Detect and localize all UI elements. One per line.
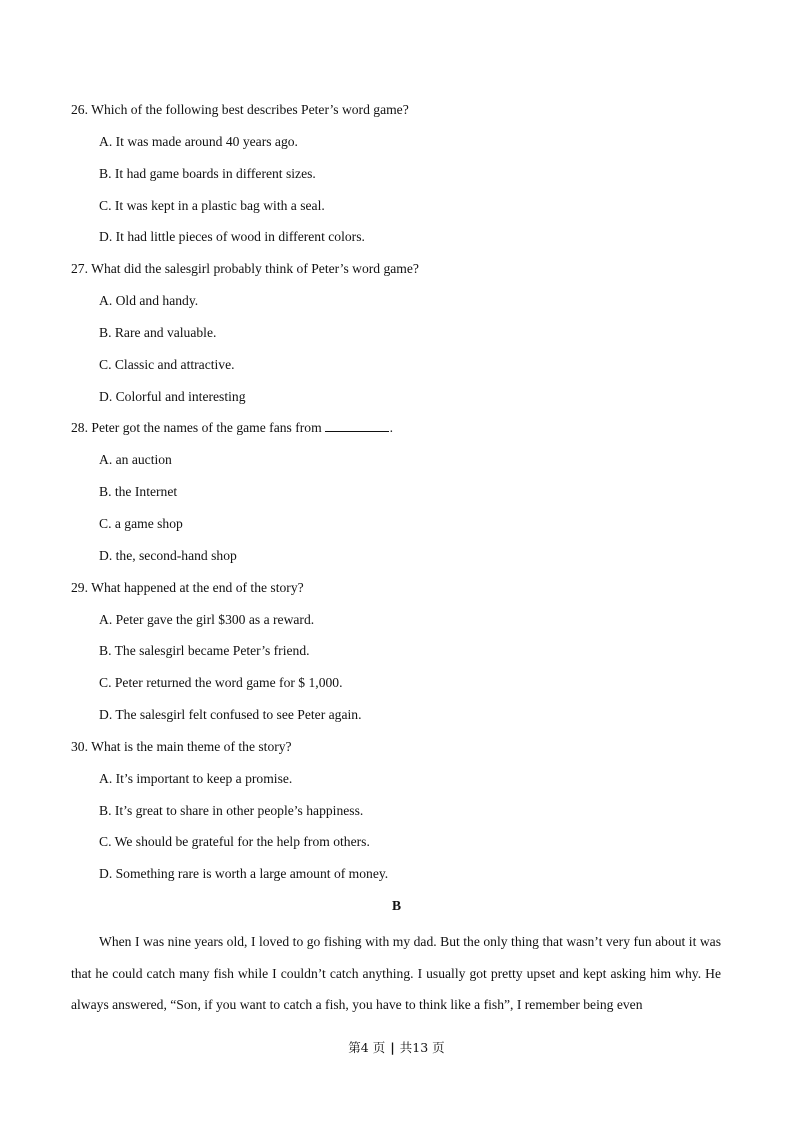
question-30-option-b: B. It’s great to share in other people’s happiness. [99, 802, 364, 818]
question-26-option-a: A. It was made around 40 years ago. [99, 133, 298, 149]
page-footer [0, 1039, 793, 1057]
question-29-option-c: C. Peter returned the word game for $ 1,000. [99, 675, 343, 691]
question-27-option-d: D. Colorful and interesting [99, 388, 246, 404]
question-list [71, 101, 731, 897]
answer-blank [325, 419, 389, 432]
question-30-stem: 30. What is the main theme of the story? [71, 738, 292, 754]
question-29-option-d: D. The salesgirl felt confused to see Peter again. [99, 707, 362, 723]
section-heading: B [391, 898, 402, 913]
reading-passage: When I was nine years old, I loved to go fishing with my dad. But the only thing that wasn’t very fun about it was that he could catch many fish while I couldn’t catch anything. I usually got pretty upset and kept asking him why. He always answered, “Son, if you want to catch a fish, you have to think like a fish”, I remember being even [71, 934, 721, 1012]
question-29-option-a: A. Peter gave the girl $300 as a reward. [99, 611, 315, 627]
question-28-option-a: A. an auction [99, 452, 172, 468]
question-30-option-a: A. It’s important to keep a promise. [99, 770, 293, 786]
question-28-option-b: B. the Internet [99, 484, 178, 500]
question-29-option-b: B. The salesgirl became Peter’s friend. [99, 643, 310, 659]
question-27-stem: 27. What did the salesgirl probably think of Peter’s word game? [71, 261, 419, 277]
question-30-option-c: C. We should be grateful for the help from others. [99, 834, 370, 850]
footer-separator: | [390, 1040, 395, 1055]
question-29-stem: 29. What happened at the end of the story? [71, 579, 304, 595]
question-28-option-c: C. a game shop [99, 515, 183, 531]
question-26-option-c: C. It was kept in a plastic bag with a seal. [99, 197, 325, 213]
question-26-stem: 26. Which of the following best describes Peter’s word game? [71, 102, 409, 117]
question-27-option-c: C. Classic and attractive. [99, 356, 235, 372]
question-28-stem-end: . [389, 420, 394, 436]
page-total: 共13 页 [399, 1040, 445, 1055]
question-26-option-d: D. It had little pieces of wood in different colors. [99, 229, 365, 245]
question-27-option-b: B. Rare and valuable. [99, 324, 217, 340]
page-number: 第4 页 [348, 1040, 386, 1055]
question-27-option-a: A. Old and handy. [99, 293, 199, 309]
question-28-stem [71, 419, 731, 451]
question-26-option-b: B. It had game boards in different sizes. [99, 165, 316, 181]
question-28-option-d: D. the, second-hand shop [99, 547, 237, 563]
question-30-option-d: D. Something rare is worth a large amount of money. [99, 866, 389, 882]
question-28-stem-text: 28. Peter got the names of the game fans from [71, 420, 322, 436]
